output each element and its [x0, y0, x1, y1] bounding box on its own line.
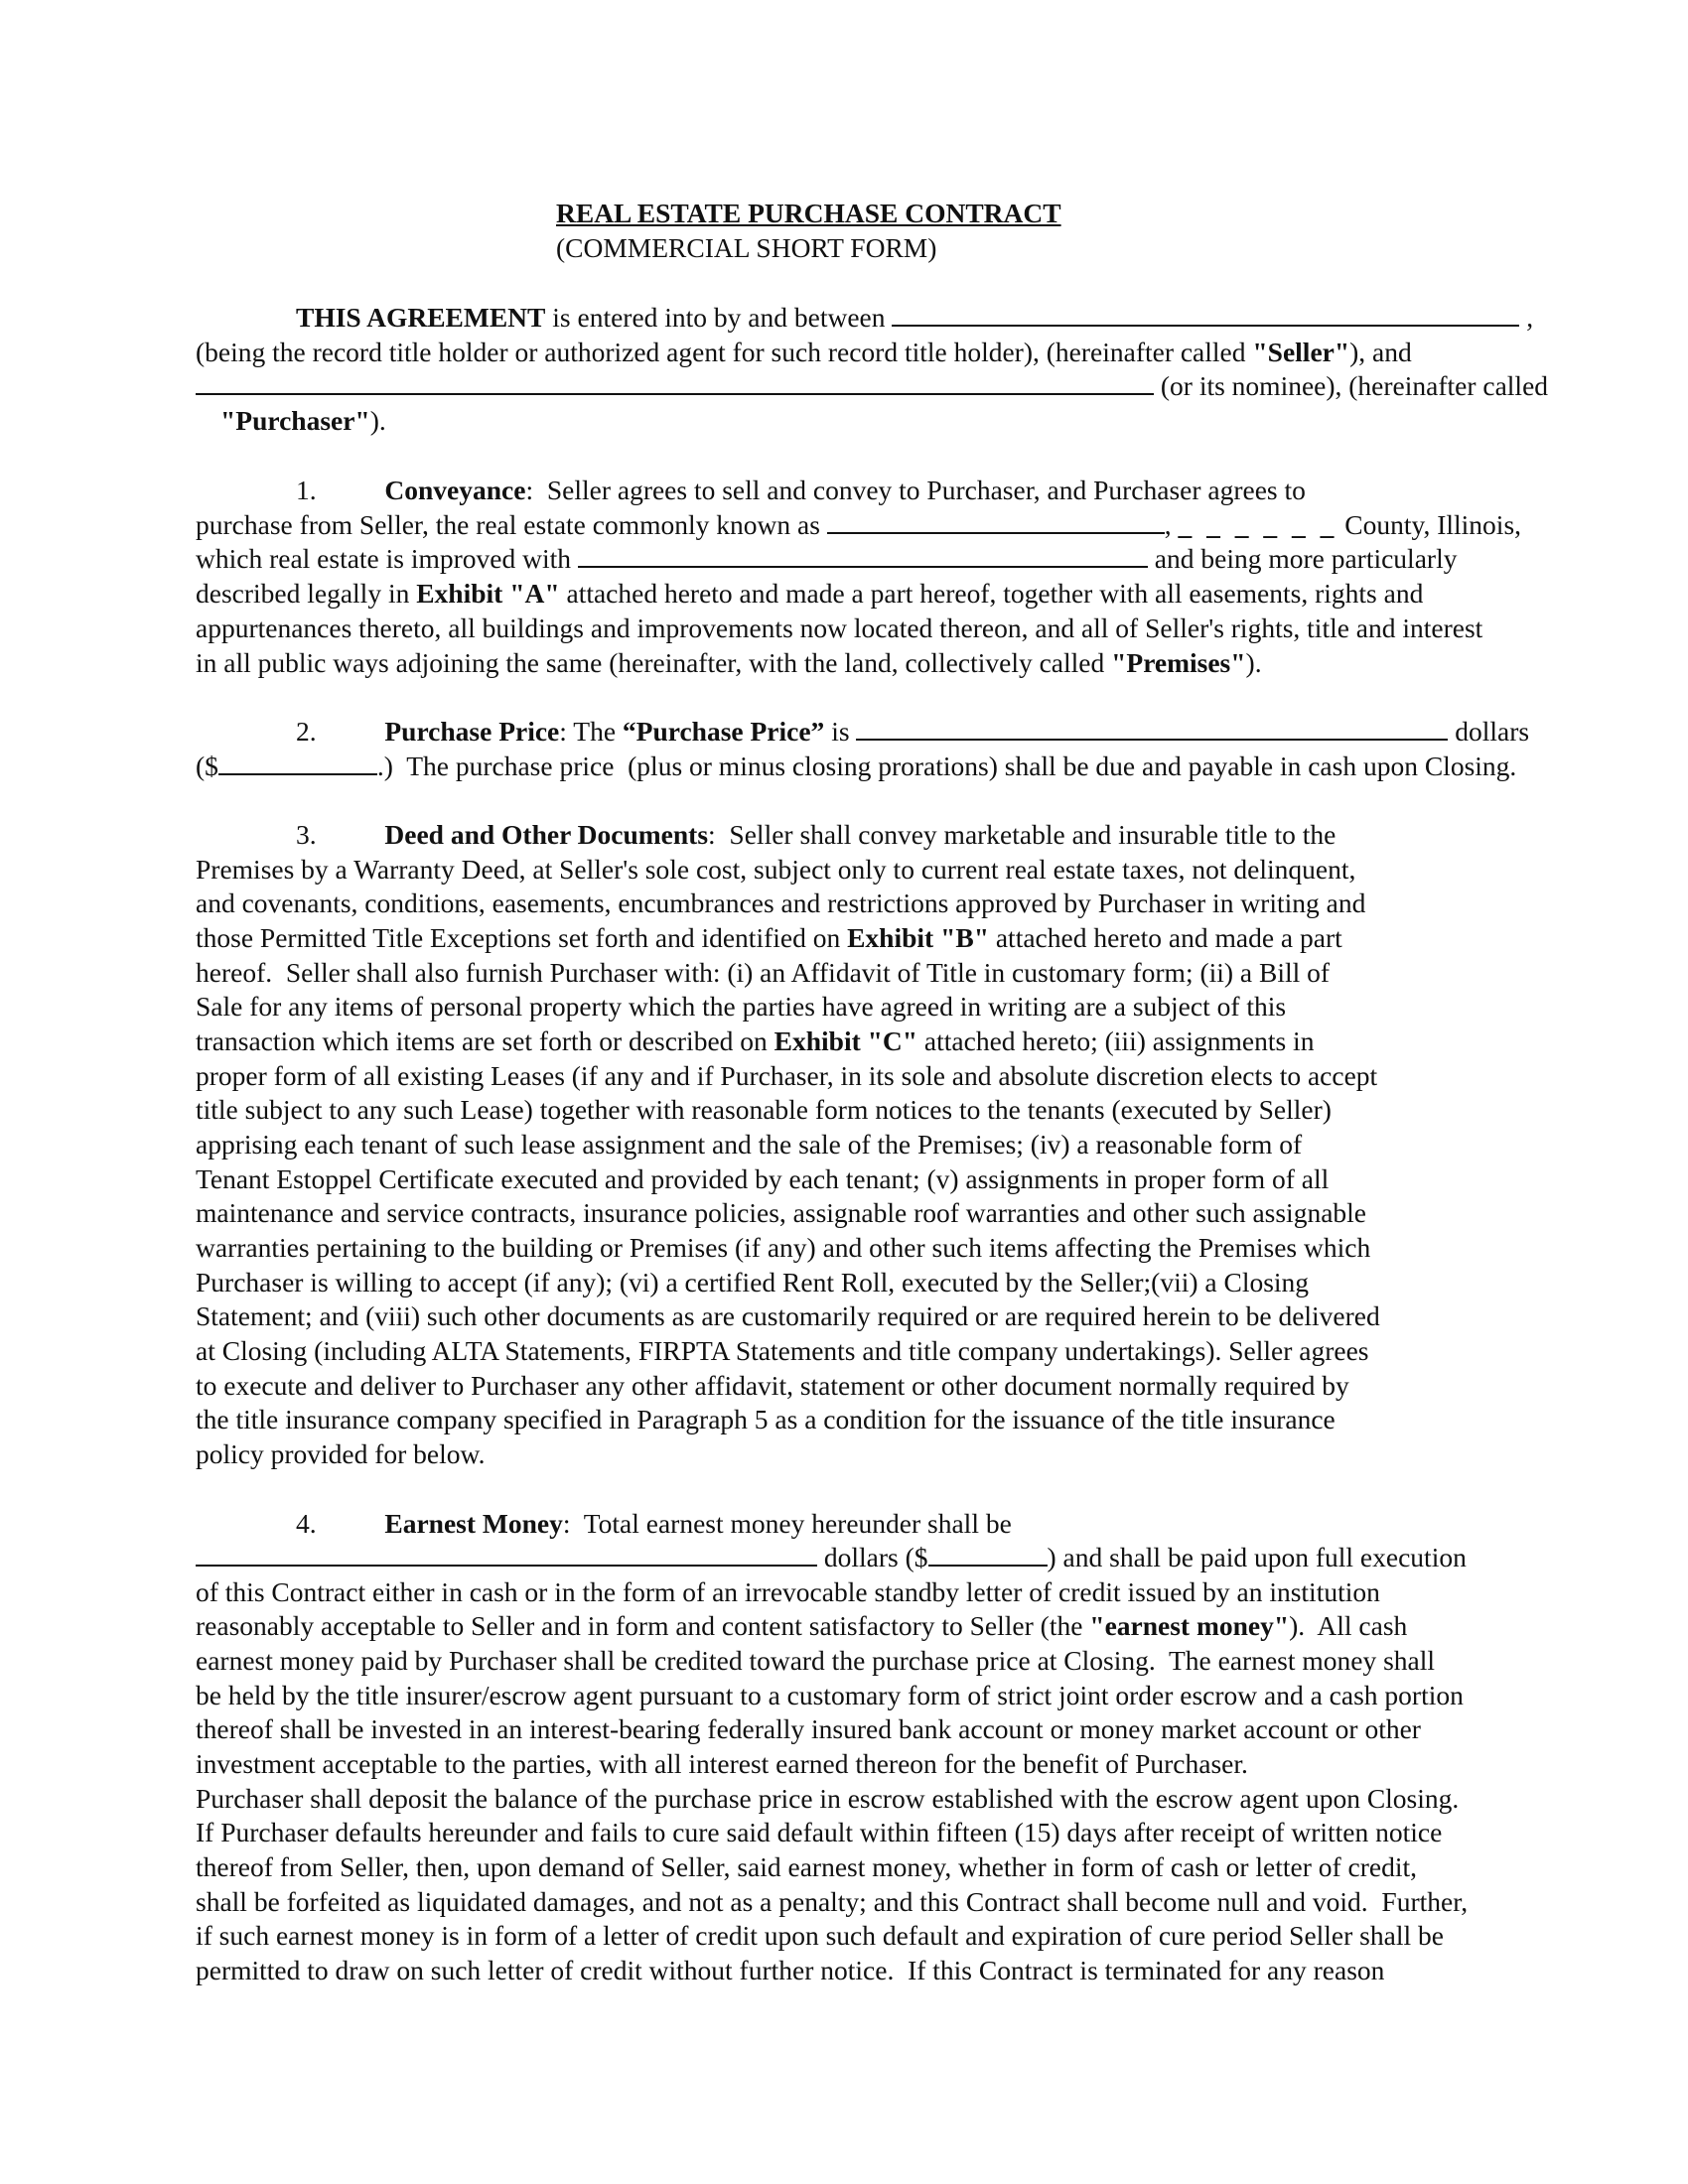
- section-3-line-6: Sale for any items of personal property which the parties have agreed in writing are a subject of this: [196, 991, 1287, 1022]
- purchase-price-amount-blank[interactable]: [218, 750, 377, 775]
- section-3-line-14: Purchaser is willing to accept (if any); (vi) a certified Rent Roll, executed by the Seller;(vii) a Closing: [196, 1267, 1310, 1297]
- purchase-price-words-blank[interactable]: [856, 715, 1448, 741]
- improvements-blank[interactable]: [578, 542, 1148, 568]
- section-3-line-1: 3. Deed and Other Documents: Seller shall convey marketable and insurable title to the: [296, 819, 1336, 850]
- section-3-line-10: apprising each tenant of such lease assignment and the sale of the Premises; (iv) a reasonable form of: [196, 1129, 1303, 1160]
- section-4-line-5: earnest money paid by Purchaser shall be credited toward the purchase price at Closing. The earnest money shall: [196, 1645, 1436, 1676]
- earnest-money-amount-blank[interactable]: [928, 1541, 1048, 1567]
- section-4-line-11: thereof from Seller, then, upon demand of Seller, said earnest money, whether in form of cash or letter of credit,: [196, 1851, 1418, 1882]
- section-1-line-2: purchase from Seller, the real estate commonly known as , _ _ _ _ _ _ County, Illinois,: [196, 508, 1521, 543]
- section-4-line-6: be held by the title insurer/escrow agent pursuant to a customary form of strict joint order escrow and a cash portion: [196, 1680, 1464, 1710]
- section-2-line-2: ($ .) The purchase price (plus or minus closing prorations) shall be due and payable in cash upon Closing.: [196, 751, 1517, 781]
- section-4-line-4: reasonably acceptable to Seller and in form and content satisfactory to Seller (the "earnest money"). All cash: [196, 1610, 1408, 1641]
- section-3-line-8: proper form of all existing Leases (if any and if Purchaser, in its sole and absolute discretion elects to accept: [196, 1060, 1378, 1091]
- section-3-line-3: and covenants, conditions, easements, encumbrances and restrictions approved by Purchaser in writing and: [196, 887, 1366, 918]
- section-1-line-4: described legally in Exhibit "A" attached hereto and made a part hereof, together with all easements, rights and: [196, 578, 1424, 609]
- intro-line-2: (being the record title holder or authorized agent for such record title holder), (hereinafter called "Seller"), and: [196, 337, 1412, 367]
- section-1-line-3: which real estate is improved with and being more particularly: [196, 543, 1458, 574]
- intro-line-3: (or its nominee), (hereinafter called: [196, 369, 1548, 404]
- section-4-line-9: Purchaser shall deposit the balance of the purchase price in escrow established with the escrow agent upon Closing.: [196, 1783, 1460, 1814]
- section-3-line-5: hereof. Seller shall also furnish Purchaser with: (i) an Affidavit of Title in customary form; (ii) a Bill of: [196, 957, 1331, 988]
- document-subtitle: (COMMERCIAL SHORT FORM): [556, 232, 937, 263]
- document-title: REAL ESTATE PURCHASE CONTRACT: [556, 198, 1061, 228]
- section-4-line-12: shall be forfeited as liquidated damages, and not as a penalty; and this Contract shall become null and void. Further,: [196, 1886, 1469, 1917]
- section-1-line-5: appurtenances thereto, all buildings and improvements now located thereon, and all of Seller's rights, title and interest: [196, 613, 1483, 643]
- earnest-money-words-blank[interactable]: [196, 1541, 817, 1567]
- seller-name-blank[interactable]: [892, 301, 1519, 327]
- section-1-line-6: in all public ways adjoining the same (hereinafter, with the land, collectively called "Premises").: [196, 647, 1262, 678]
- section-3-line-4: those Permitted Title Exceptions set forth and identified on Exhibit "B" attached hereto and made a part: [196, 922, 1342, 953]
- section-4-line-2: dollars ($ ) and shall be paid upon full execution: [196, 1541, 1467, 1575]
- section-4-line-7: thereof shall be invested in an interest-bearing federally insured bank account or money market account or other: [196, 1713, 1421, 1744]
- intro-line-4: "Purchaser").: [220, 405, 386, 436]
- section-3-line-11: Tenant Estoppel Certificate executed and provided by each tenant; (v) assignments in proper form of all: [196, 1163, 1330, 1194]
- property-address-blank[interactable]: [827, 508, 1165, 534]
- section-3-line-13: warranties pertaining to the building or Premises (if any) and other such items affecting the Premises which: [196, 1232, 1371, 1263]
- section-4-line-8: investment acceptable to the parties, with all interest earned thereon for the benefit of Purchaser.: [196, 1748, 1248, 1779]
- section-4-line-10: If Purchaser defaults hereunder and fails to cure said default within fifteen (15) days after receipt of written notice: [196, 1817, 1443, 1847]
- county-blank[interactable]: _ _ _ _ _ _: [1178, 509, 1338, 540]
- section-4-line-3: of this Contract either in cash or in the form of an irrevocable standby letter of credit issued by an institution: [196, 1576, 1380, 1607]
- section-3-line-16: at Closing (including ALTA Statements, FIRPTA Statements and title company undertakings). Seller agrees: [196, 1335, 1369, 1366]
- section-3-line-19: policy provided for below.: [196, 1438, 486, 1469]
- section-1-line-1: 1. Conveyance: Seller agrees to sell and convey to Purchaser, and Purchaser agrees to: [296, 475, 1306, 505]
- section-3-line-9: title subject to any such Lease) together with reasonable form notices to the tenants (executed by Seller): [196, 1094, 1332, 1125]
- section-2-line-1: 2. Purchase Price: The “Purchase Price” is dollars: [296, 716, 1530, 747]
- section-3-line-7: transaction which items are set forth or described on Exhibit "C" attached hereto; (iii) assignments in: [196, 1025, 1315, 1056]
- section-3-line-12: maintenance and service contracts, insurance policies, assignable roof warranties and other such assignable: [196, 1197, 1366, 1228]
- section-3-line-15: Statement; and (viii) such other documents as are customarily required or are required herein to be delivered: [196, 1300, 1380, 1331]
- section-3-line-17: to execute and deliver to Purchaser any other affidavit, statement or other document normally required by: [196, 1370, 1349, 1401]
- section-3-line-2: Premises by a Warranty Deed, at Seller's sole cost, subject only to current real estate taxes, not delinquent,: [196, 854, 1356, 885]
- section-4-line-14: permitted to draw on such letter of credit without further notice. If this Contract is terminated for any reason: [196, 1955, 1385, 1985]
- purchaser-name-blank[interactable]: [196, 369, 1154, 395]
- intro-line-1: THIS AGREEMENT is entered into by and between ,: [296, 302, 1534, 333]
- section-4-line-13: if such earnest money is in form of a letter of credit upon such default and expiration of cure period Seller shall be: [196, 1920, 1444, 1951]
- section-4-line-1: 4. Earnest Money: Total earnest money hereunder shall be: [296, 1508, 1012, 1539]
- section-3-line-18: the title insurance company specified in Paragraph 5 as a condition for the issuance of the title insurance: [196, 1404, 1336, 1434]
